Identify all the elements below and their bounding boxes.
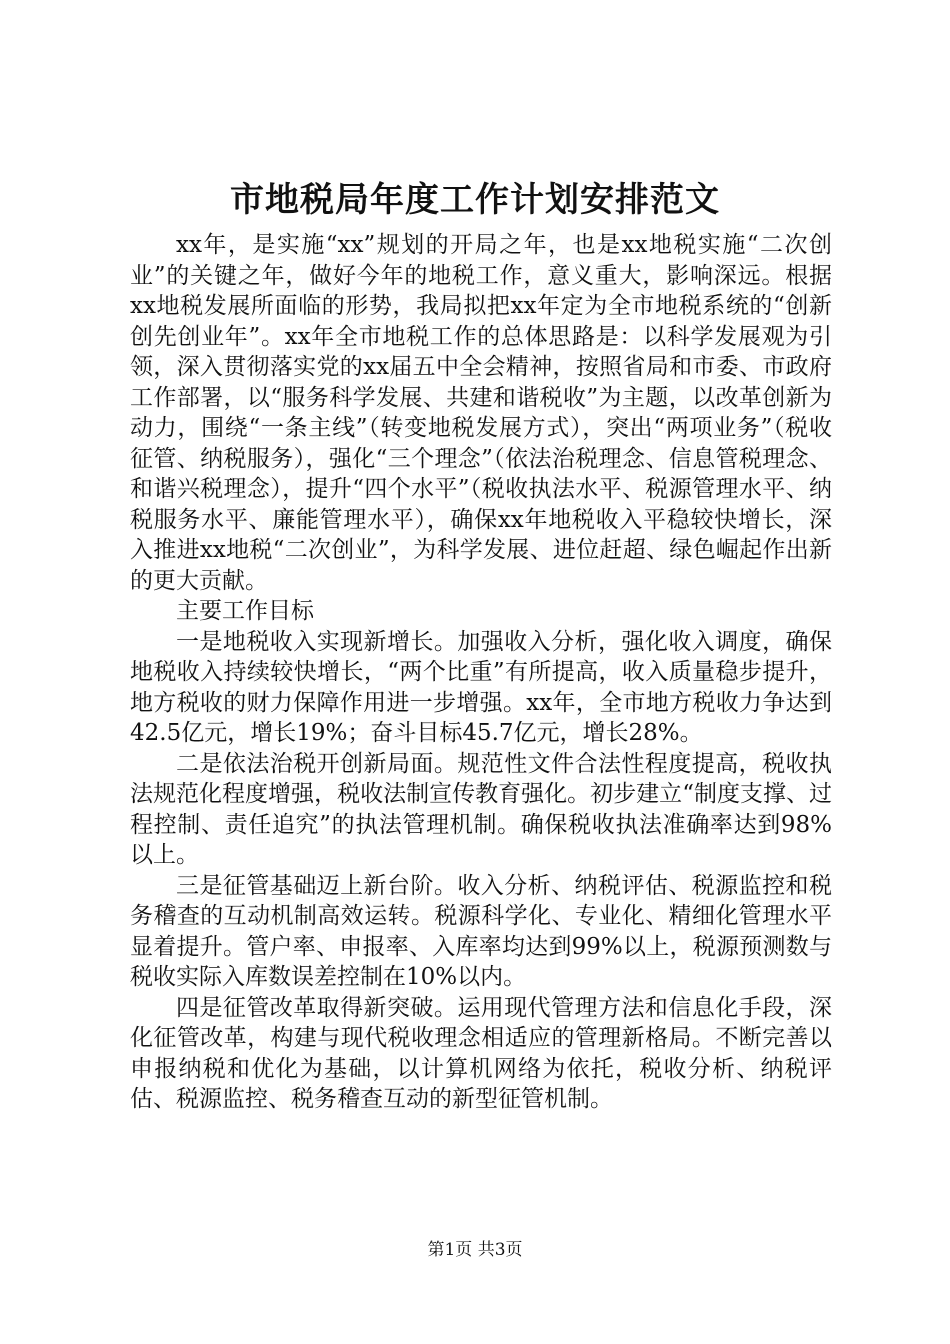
document-title: 市地税局年度工作计划安排范文 [230, 180, 720, 220]
paragraph-intro: xx年，是实施“xx”规划的开局之年，也是xx地税实施“二次创业”的关键之年，做好今年的地税工作，意义重大，影响深远。根据xx地税发展所面临的形势，我局拟把xx年定为全市地税系统的“创新创先创业年”。xx年全市地税工作的总体思路是：以科学发展观为引领，深入贯彻落实党的xx届五中全会精神，按照省局和市委、市政府工作部署，以“服务科学发展、共建和谐税收”为主题，以改革创新为动力，围绕“一条主线”（转变地税发展方式），突出“两项业务”（税收征管、纳税服务），强化“三个理念”（依法治税理念、信息管税理念、和谐兴税理念），提升“四个水平”（税收执法水平、税源管理水平、纳税服务水平、廉能管理水平），确保xx年地税收入平稳较快增长，深入推进xx地税“二次创业”，为科学发展、进位赶超、绿色崛起作出新的更大贡献。 [130, 232, 832, 594]
section-heading-goals: 主要工作目标 [176, 598, 314, 624]
page-footer: 第1页 共3页 [427, 1240, 523, 1260]
document-body [130, 230, 832, 1115]
paragraph-goal-4: 四是征管改革取得新突破。运用现代管理方法和信息化手段，深化征管改革，构建与现代税收理念相适应的管理新格局。不断完善以申报纳税和优化为基础，以计算机网络为依托，税收分析、纳税评估、税源监控、税务稽查互动的新型征管机制。 [130, 994, 832, 1112]
paragraph-goal-1: 一是地税收入实现新增长。加强收入分析，强化收入调度，确保地税收入持续较快增长，“两个比重”有所提高，收入质量稳步提升，地方税收的财力保障作用进一步增强。xx年，全市地方税收力争达到42.5亿元，增长19%；奋斗目标45.7亿元，增长28%。 [130, 628, 832, 746]
paragraph-goal-3: 三是征管基础迈上新台阶。收入分析、纳税评估、税源监控和税务稽查的互动机制高效运转。税源科学化、专业化、精细化管理水平显着提升。管户率、申报率、入库率均达到99%以上，税源预测数与税收实际入库数误差控制在10%以内。 [130, 872, 832, 990]
paragraph-goal-2: 二是依法治税开创新局面。规范性文件合法性程度提高，税收执法规范化程度增强，税收法制宣传教育强化。初步建立“制度支撑、过程控制、责任追究”的执法管理机制。确保税收执法准确率达到98%以上。 [130, 750, 832, 868]
